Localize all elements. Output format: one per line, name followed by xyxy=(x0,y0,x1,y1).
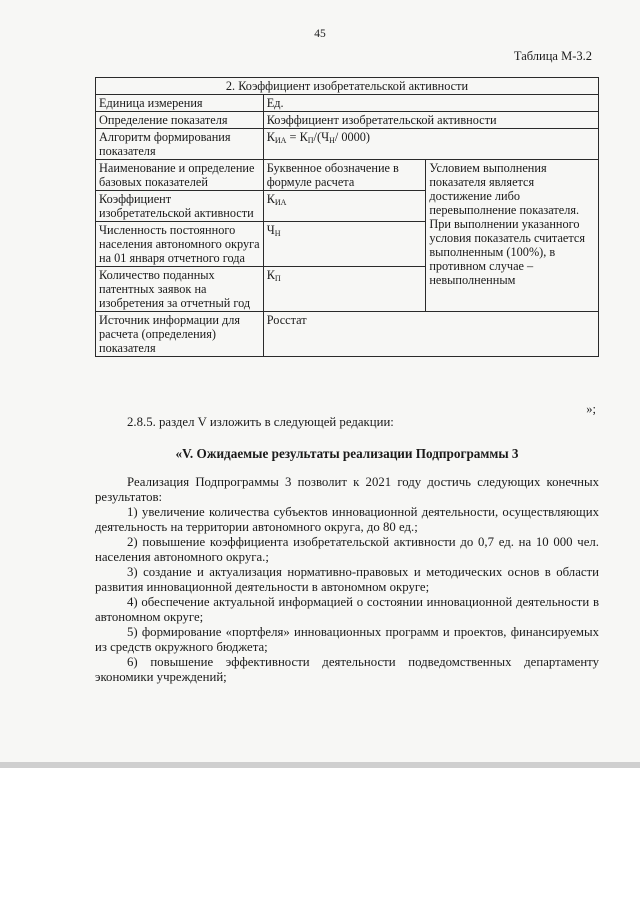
unit-value: Ед. xyxy=(263,95,598,112)
body-paragraphs xyxy=(95,475,599,685)
closing-quote: »; xyxy=(586,402,596,416)
table-row xyxy=(96,78,599,95)
definition-label: Определение показателя xyxy=(96,112,264,129)
row-name: Количество поданных патентных заявок на изобретения за отчетный год xyxy=(96,267,264,312)
row-name: Численность постоянного населения автономного округа на 01 января отчетного года xyxy=(96,222,264,267)
page-number: 45 xyxy=(314,28,326,40)
paragraph: 6) повышение эффективности деятельности подведомственных департаменту экономики учреждений; xyxy=(95,655,599,684)
table-row xyxy=(96,95,599,112)
paragraph: Реализация Подпрограммы 3 позволит к 2021 году достичь следующих конечных результатов: xyxy=(95,475,599,504)
table-row xyxy=(96,160,599,191)
table-row xyxy=(96,112,599,129)
algorithm-label: Алгоритм формирования показателя xyxy=(96,129,264,160)
base-name-label: Наименование и определение базовых показателей xyxy=(96,160,264,191)
paragraph: 5) формирование «портфеля» инновационных программ и проектов, финансируемых из средств окружного бюджета; xyxy=(95,625,599,654)
definition-value: Коэффициент изобретательской активности xyxy=(263,112,598,129)
paragraph: 1) увеличение количества субъектов инновационной деятельности, осуществляющих деятельность на территории автономного округа, до 80 ед.; xyxy=(95,505,599,534)
row-name: Коэффициент изобретательской активности xyxy=(96,191,264,222)
table-row xyxy=(96,129,599,160)
condition-text: Условием выполнения показателя является достижение либо перевыполнение показателя. При выполнении указанного условия показатель считается выполненным (100%), в противном случае – невыполненным xyxy=(426,160,599,312)
paragraph: 2) повышение коэффициента изобретательской активности до 0,7 ед. на 10 000 чел. населения автономного округа.; xyxy=(95,535,599,564)
section-intro: 2.8.5. раздел V изложить в следующей редакции: xyxy=(127,415,394,429)
algorithm-formula: $К_{ИА} = К_П/(Ч_Н/$ 0000) xyxy=(263,129,598,160)
row-symbol: $К_П$ xyxy=(263,267,426,312)
table-title: 2. Коэффициент изобретательской активности xyxy=(96,78,599,95)
table-row xyxy=(96,312,599,357)
source-value: Росстат xyxy=(263,312,598,357)
source-label: Источник информации для расчета (определения) показателя xyxy=(96,312,264,357)
table-label: Таблица М-3.2 xyxy=(513,49,592,63)
section-heading: «V. Ожидаемые результаты реализации Подпрограммы 3 xyxy=(175,446,519,461)
paragraph: 3) создание и актуализация нормативно-правовых и методических основ в области развития инновационной деятельности в автономном округе; xyxy=(95,565,599,594)
unit-label: Единица измерения xyxy=(96,95,264,112)
row-symbol: $К_{ИА}$ xyxy=(263,191,426,222)
base-symbol-label: Буквенное обозначение в формуле расчета xyxy=(263,160,426,191)
paragraph: 4) обеспечение актуальной информацией о состоянии инновационной деятельности в автономном округе; xyxy=(95,595,599,624)
indicator-table xyxy=(95,77,599,357)
row-symbol: $Ч_Н$ xyxy=(263,222,426,267)
